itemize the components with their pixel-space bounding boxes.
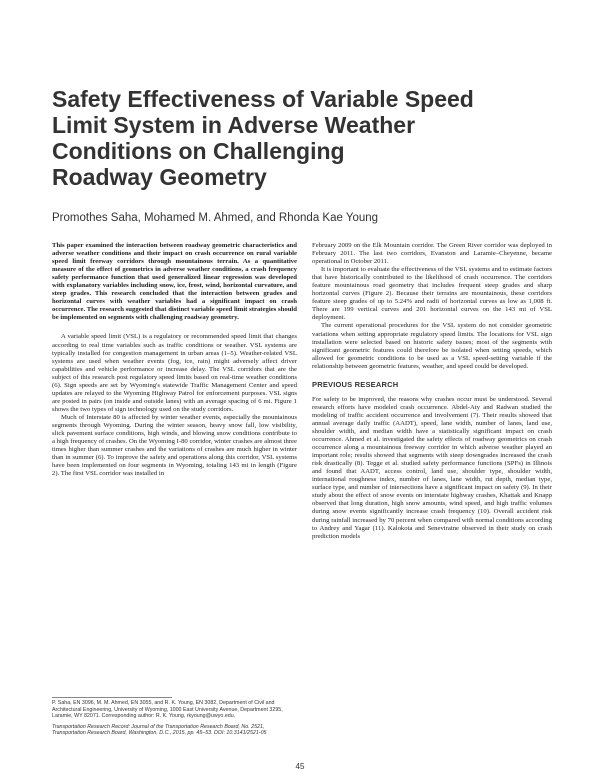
body-paragraph: Much of Interstate 80 is affected by winter weather events, especially the mountainous segments through Wyoming. During the winter season, heavy snow fall, low visibility, slick pavement surface conditions, high winds, and blowing snow conditions contribute to a high frequency of crashes. On the Wyoming I-80 corridor, winter crashes are almost three times higher than summer crashes and the variations of crashes are much higher in winter than in summer (6). To improve the safety and operations along this corridor, VSL systems have been implemented on four segments in Wyoming, totaling 143 mi in length (Figure 2). The first VSL corridor was installed in xyxy=(52,413,297,478)
body-paragraph: February 2009 on the Elk Mountain corridor. The Green River corridor was deployed in February 2011. The last two corridors, Evanston and Laramie–Cheyenne, became operational in October 2011. xyxy=(312,242,552,266)
body-paragraph: For safety to be improved, the reasons why crashes occur must be understood. Several research efforts have modeled crash occurrence. Abdel-Aty and Radwan studied the modeling of traffic accident occurrence and involvement (7). Their results showed that annual average daily traffic (AADT), speed, lane width, number of lanes, land use, shoulder width, and median width have a statistically significant impact on crash occurrence. Ahmed et al. investigated the safety effects of roadway geometrics on crash occurrence along a mountainous freeway corridor in which adverse weather played an important role; results showed that segments with steep downgrades increased the crash risk drastically (8). Tegge et al. studied safety performance functions (SPFs) in Illinois and found that AADT, access control, land use, shoulder type, shoulder width, international roughness index, number of lanes, lane width, rut depth, median type, surface type, and number of intersections have a significant impact on safety (9). In their study about the effect of snow events on interstate highway crashes, Khattak and Knapp observed that long duration, high snow amounts, wind speed, and high traffic volumes during snow events significantly increase crash frequency (10). Overall accident risk during rainfall increased by 70 percent when compared with normal conditions according to Andrey and Yagar (11). Kalokota and Seneviratne observed in their study on crash prediction models xyxy=(312,395,552,540)
right-column xyxy=(312,242,552,541)
body-paragraph: A variable speed limit (VSL) is a regulatory or recommended speed limit that changes according to real time variables such as traffic conditions or weather. VSL systems are typically installed for congestion management in urban areas (1–5). Weather-related VSL systems are used when weather events (fog, ice, rain) might adversely affect driver capabilities and vehicle performance or increase delay. The VSL corridors that are the subject of this research post regulatory speed limits based on real-time weather conditions (6). Sign speeds are set by Wyoming's statewide Traffic Management Center and speed updates are relayed to the Wyoming Highway Patrol for enforcement purposes. VSL signs are posted in pairs (on inside and outside lanes) with an average spacing of 6 mi. Figure 1 shows the two types of sign technology used on the study corridors. xyxy=(52,333,297,413)
footnote-divider xyxy=(52,697,172,698)
abstract xyxy=(52,242,297,322)
abstract-text: This paper examined the interaction between roadway geometric characteristics and adverse weather conditions and their impact on crash occurrence on rural variable speed limit freeway corridors through mountainous terrain. As a quantitative measure of the effect of geometrics in adverse weather conditions, a crash frequency safety performance function that used generalized linear regression was developed with explanatory variables including snow, ice, frost, wind, horizontal curvature, and steep grades. This research concluded that the interaction between grades and horizontal curves with weather variables had a significant impact on crash occurrence. The research suggested that distinct variable speed limit strategies should be implemented on segments with challenging roadway geometry. xyxy=(52,242,297,322)
footnote-affiliation: P. Saha, EN 3096, M. M. Ahmed, EN 3055, and R. K. Young, EN 3082, Department of Civil and Architectural Engineering, University of Wyoming, 1000 East University Avenue, Department 3295, Laramie, WY 82071. Corresponding author: R. K. Young, rkyoung@uwyo.edu. xyxy=(52,700,283,720)
author-list: Promothes Saha, Mohamed M. Ahmed, and Rhonda Kae Young xyxy=(52,212,379,224)
title-line: Roadway Geometry xyxy=(52,164,267,190)
body-paragraph: The current operational procedures for the VSL system do not consider geometric variations when setting appropriate regulatory speed limits. The locations for VSL sign installation were selected based on historic safety issues; most of the segments with significant geometric features could therefore be isolated when setting speeds, which allowed for geometric conditions to be used as a VSL speed-setting variable if the relationship between geometric features, weather, and speed could be developed. xyxy=(312,322,552,370)
footnote xyxy=(52,700,297,741)
title-line: Safety Effectiveness of Variable Speed xyxy=(52,86,474,112)
section-heading: PREVIOUS RESEARCH xyxy=(312,379,399,389)
title-line: Limit System in Adverse Weather xyxy=(52,112,416,138)
paper-title xyxy=(52,86,532,190)
footnote-journal: Transportation Research Record: Journal of the Transportation Research Board, No. 2521, Transportation Research Board, Washington, D.C., 2015, pp. 45–53. DOI: 10.3141/2521-05 xyxy=(52,723,267,737)
title-line: Conditions on Challenging xyxy=(52,138,345,164)
left-column xyxy=(52,242,297,478)
page-number: 45 xyxy=(295,762,305,771)
body-paragraph: It is important to evaluate the effectiveness of the VSL systems and to estimate factors that have historically contributed to the likelihood of crash occurrence. The corridors feature mountainous road geometry that includes frequent steep grades and sharp horizontal curves (Figure 2). Because their terrains are mountainous, these corridors feature steep grades of up to 5.24% and radii of horizontal curves as low as 1,008 ft. There are 199 vertical curves and 201 horizontal curves on the 143 mi of VSL deployment. xyxy=(312,266,552,322)
